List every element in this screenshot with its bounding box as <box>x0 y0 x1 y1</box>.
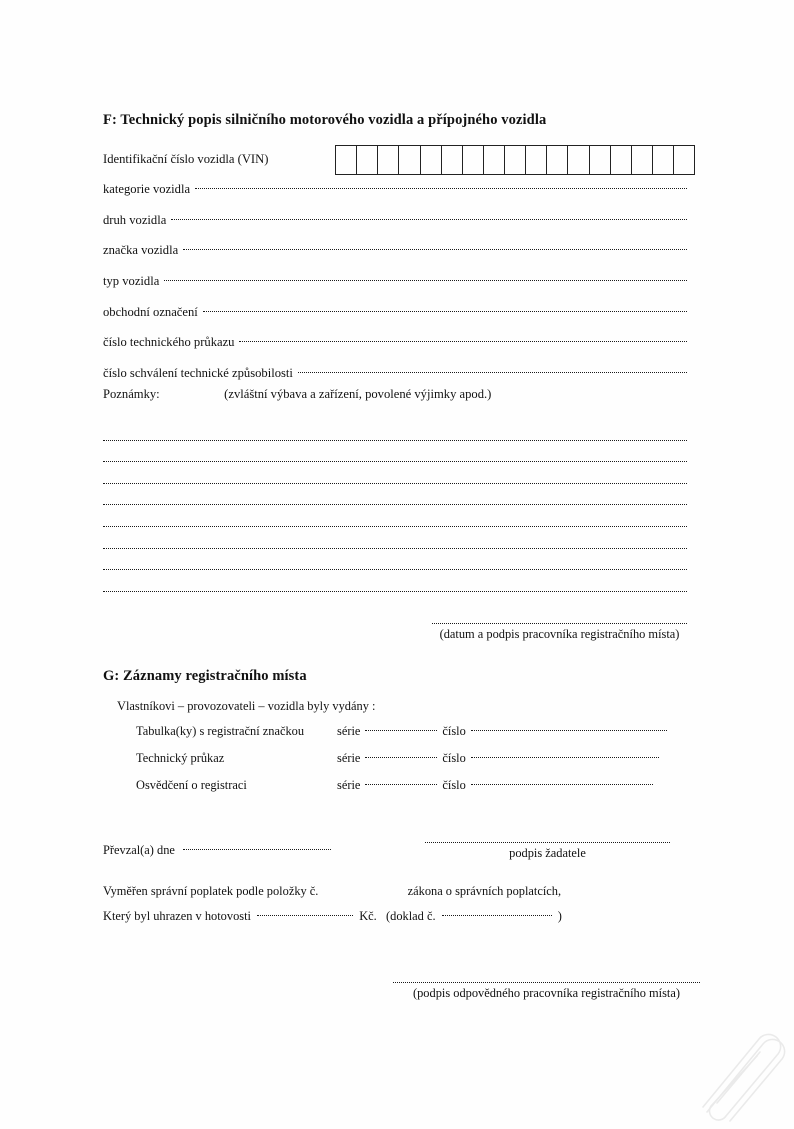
signature-caption: (podpis odpovědného pracovníka registračního místa) <box>412 986 681 1000</box>
field-dotted-fill[interactable] <box>203 311 687 312</box>
notes-blank-line[interactable] <box>103 441 687 463</box>
vin-row <box>103 145 698 175</box>
field-label: číslo schválení technické způsobilosti <box>103 366 293 380</box>
section-g-heading: G: Záznamy registračního místa <box>103 668 307 684</box>
notes-blank-line[interactable] <box>103 549 687 571</box>
serie-label: série <box>337 778 361 792</box>
fee-paid-row[interactable] <box>103 909 562 924</box>
notes-hint: (zvláštní výbava a zařízení, povolené výjimky apod.) <box>224 387 492 401</box>
receipt-open-label: (doklad č. <box>386 909 436 923</box>
vin-cell[interactable] <box>442 146 463 174</box>
notes-blank-line[interactable] <box>103 527 687 549</box>
received-date-label: Převzal(a) dne <box>103 843 175 857</box>
field-dotted-fill[interactable] <box>171 219 687 220</box>
issued-item-plates[interactable] <box>136 724 667 739</box>
vin-cell[interactable] <box>336 146 357 174</box>
receipt-number-dotted-fill[interactable] <box>442 915 552 916</box>
vin-cell[interactable] <box>632 146 653 174</box>
vin-cell[interactable] <box>378 146 399 174</box>
field-label: typ vozidla <box>103 274 160 288</box>
notes-writing-area[interactable] <box>103 419 687 592</box>
serie-label: série <box>337 751 361 765</box>
vin-cell[interactable] <box>463 146 484 174</box>
field-znacka-vozidla[interactable] <box>103 243 687 258</box>
vin-cell[interactable] <box>653 146 674 174</box>
vin-cell[interactable] <box>547 146 568 174</box>
registrar-signature-block[interactable] <box>432 622 687 642</box>
field-label: číslo technického průkazu <box>103 335 235 349</box>
field-cislo-technickeho-prukazu[interactable] <box>103 335 687 350</box>
fee-assessment-row[interactable] <box>103 884 561 899</box>
fee-amount-dotted-fill[interactable] <box>257 915 353 916</box>
notes-blank-line[interactable] <box>103 462 687 484</box>
cislo-dotted-fill[interactable] <box>471 784 653 785</box>
fee-prefix-label: Vyměřen správní poplatek podle položky č. <box>103 884 319 898</box>
vin-label: Identifikační číslo vozidla (VIN) <box>103 152 269 166</box>
vin-cell[interactable] <box>568 146 589 174</box>
field-dotted-fill[interactable] <box>195 188 687 189</box>
applicant-signature-block[interactable] <box>425 841 670 861</box>
field-label: druh vozidla <box>103 213 167 227</box>
signature-caption: (datum a podpis pracovníka registračního místa) <box>439 627 680 641</box>
field-cislo-schvaleni-zpusobilosti[interactable] <box>103 366 687 381</box>
section-f-heading: F: Technický popis silničního motorového vozidla a přípojného vozidla <box>103 112 547 128</box>
vin-cell[interactable] <box>357 146 378 174</box>
field-dotted-fill[interactable] <box>239 341 687 342</box>
serie-dotted-fill[interactable] <box>365 730 437 731</box>
received-date-dotted-fill[interactable] <box>183 849 331 850</box>
received-date-row[interactable] <box>103 843 331 858</box>
field-label: obchodní označení <box>103 305 198 319</box>
cislo-dotted-fill[interactable] <box>471 730 667 731</box>
vin-cell[interactable] <box>674 146 694 174</box>
vin-cell[interactable] <box>590 146 611 174</box>
issued-document-name: Technický průkaz <box>136 751 225 765</box>
fee-paid-label: Který byl uhrazen v hotovosti <box>103 909 251 923</box>
vin-cell[interactable] <box>526 146 547 174</box>
field-kategorie-vozidla[interactable] <box>103 182 687 197</box>
notes-header-row <box>103 387 491 402</box>
issued-item-technicky-prukaz[interactable] <box>136 751 659 766</box>
field-dotted-fill[interactable] <box>298 372 687 373</box>
responsible-officer-signature-block[interactable] <box>393 981 700 1001</box>
cislo-label: číslo <box>442 751 466 765</box>
field-label: značka vozidla <box>103 243 179 257</box>
paperclip-icon <box>697 1026 789 1124</box>
vin-cell[interactable] <box>611 146 632 174</box>
field-dotted-fill[interactable] <box>164 280 687 281</box>
vin-cell[interactable] <box>484 146 505 174</box>
field-dotted-fill[interactable] <box>183 249 687 250</box>
vin-cell[interactable] <box>421 146 442 174</box>
serie-label: série <box>337 724 361 738</box>
cislo-label: číslo <box>442 778 466 792</box>
vin-cell[interactable] <box>505 146 526 174</box>
signature-caption: podpis žadatele <box>509 846 586 860</box>
notes-blank-line[interactable] <box>103 505 687 527</box>
notes-blank-line[interactable] <box>103 570 687 592</box>
issued-item-osvedceni-o-registraci[interactable] <box>136 778 653 793</box>
issued-document-name: Tabulka(ky) s registrační značkou <box>136 724 305 738</box>
cislo-label: číslo <box>442 724 466 738</box>
notes-label: Poznámky: <box>103 387 160 401</box>
cislo-dotted-fill[interactable] <box>471 757 659 758</box>
field-obchodni-oznaceni[interactable] <box>103 305 687 320</box>
serie-dotted-fill[interactable] <box>365 784 437 785</box>
issued-document-name: Osvědčení o registraci <box>136 778 247 792</box>
field-typ-vozidla[interactable] <box>103 274 687 289</box>
currency-label: Kč. <box>359 909 377 923</box>
field-druh-vozidla[interactable] <box>103 213 687 228</box>
issued-documents-intro: Vlastníkovi – provozovateli – vozidla byly vydány : <box>117 699 376 713</box>
field-label: kategorie vozidla <box>103 182 191 196</box>
vin-input-boxes[interactable] <box>335 145 695 175</box>
receipt-close-label: ) <box>557 909 562 923</box>
fee-suffix-label: zákona o správních poplatcích, <box>407 884 562 898</box>
serie-dotted-fill[interactable] <box>365 757 437 758</box>
vin-cell[interactable] <box>399 146 420 174</box>
notes-blank-line[interactable] <box>103 484 687 506</box>
notes-blank-line[interactable] <box>103 419 687 441</box>
